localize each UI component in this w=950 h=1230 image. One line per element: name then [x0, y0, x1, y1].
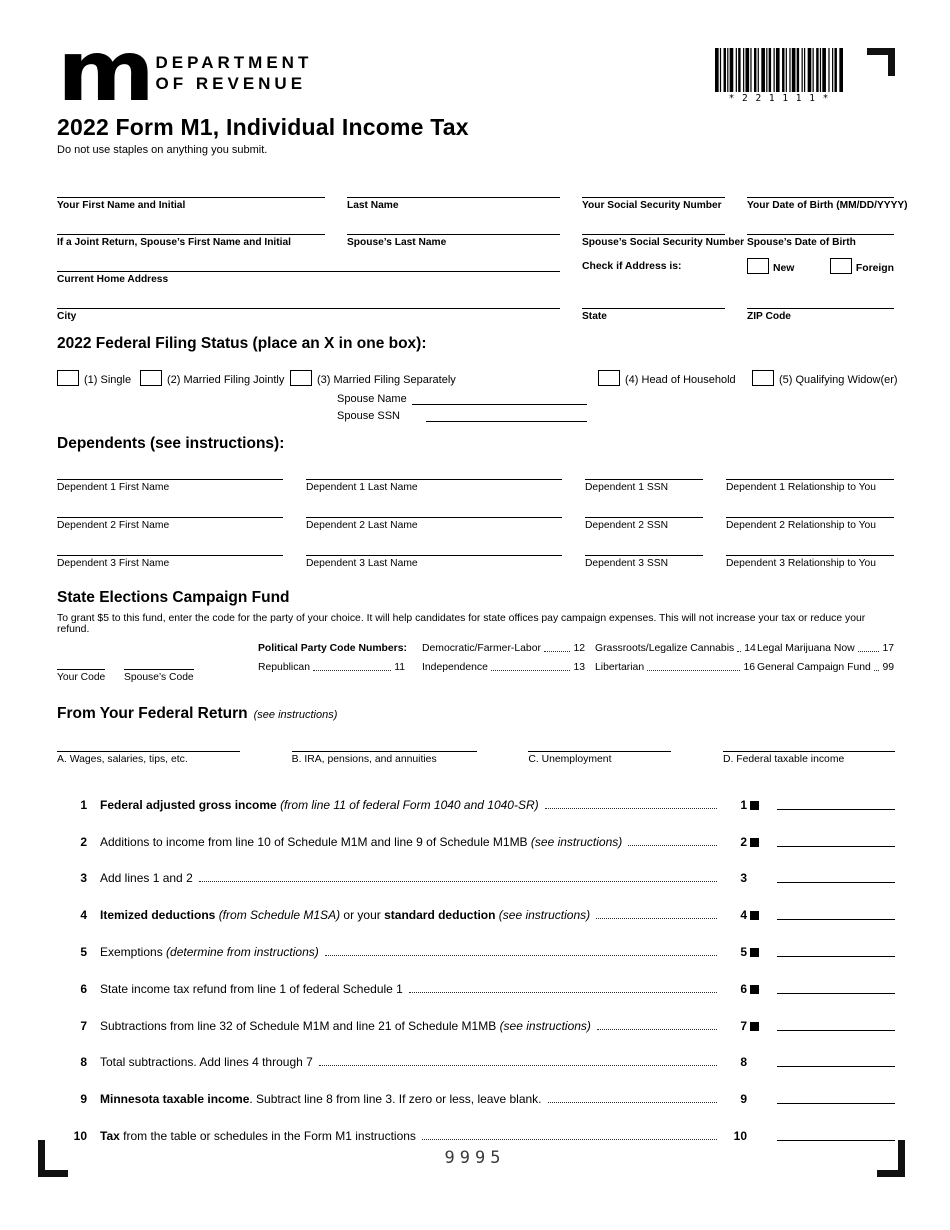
- identity-row-4: [57, 285, 895, 322]
- dependent-3-last-name-field[interactable]: Dependent 3 Last Name: [306, 531, 562, 569]
- federal-return-heading-row: [57, 705, 895, 723]
- dependent-1-last-name-field[interactable]: Dependent 1 Last Name: [306, 455, 562, 493]
- line-text: Minnesota taxable income. Subtract line 8 from line 3. If zero or less, leave blank.: [100, 1092, 542, 1107]
- form-lines: [57, 775, 895, 1143]
- entry-square: [750, 838, 759, 847]
- campaign-fund-heading: State Elections Campaign Fund: [57, 589, 290, 606]
- dot-leader: [545, 808, 717, 809]
- spouse-ssn-row: Spouse SSN: [337, 410, 587, 422]
- party-codes-label: Political Party Code Numbers:: [258, 643, 407, 654]
- ssn-field[interactable]: Your Social Security Number: [582, 174, 725, 211]
- dependent-row-3: [57, 531, 895, 569]
- home-address-field[interactable]: Current Home Address: [57, 248, 560, 285]
- line-number: 3: [80, 871, 87, 886]
- your-code-field[interactable]: Your Code: [57, 669, 105, 683]
- filing-status-options: [57, 366, 898, 386]
- mn-logo-m-icon: m: [57, 22, 152, 120]
- dependent-2-first-name-field[interactable]: Dependent 2 First Name: [57, 493, 283, 531]
- dot-leader: [313, 670, 391, 671]
- qualifying-widower-checkbox[interactable]: [752, 370, 774, 386]
- line-9-amount-field[interactable]: [777, 1102, 895, 1104]
- line-text: Exemptions (determine from instructions): [100, 944, 319, 959]
- party-independence: Independence 13: [422, 662, 585, 673]
- filing-status-qualifying-widower: (5) Qualifying Widow(er): [752, 370, 898, 386]
- line-number: 6: [80, 981, 87, 996]
- dot-leader: [491, 670, 571, 671]
- line-text: Additions to income from line 10 of Schedule M1M and line 9 of Schedule M1MB (see instructions): [100, 834, 623, 849]
- department-of-revenue-wordmark: DEPARTMENT OF REVENUE: [155, 52, 313, 93]
- head-of-household-checkbox[interactable]: [598, 370, 620, 386]
- dependent-3-ssn-field[interactable]: Dependent 3 SSN: [585, 531, 703, 569]
- line-number-right: 4: [740, 908, 747, 923]
- party-grassroots: Grassroots/Legalize Cannabis 14: [595, 643, 756, 654]
- dependent-2-relationship-field[interactable]: Dependent 2 Relationship to You: [726, 493, 894, 531]
- filing-status-single: (1) Single: [57, 370, 131, 386]
- federal-return-heading: From Your Federal Return: [57, 705, 248, 722]
- line-number: 5: [80, 944, 87, 959]
- ira-pensions-field[interactable]: B. IRA, pensions, and annuities: [292, 751, 477, 765]
- line-text: Total subtractions. Add lines 4 through 7: [100, 1055, 313, 1070]
- dependent-3-relationship-field[interactable]: Dependent 3 Relationship to You: [726, 531, 894, 569]
- address-check-label: Check if Address is:: [582, 261, 682, 272]
- form-footer-code: 9995: [444, 1148, 506, 1168]
- line-5-amount-field[interactable]: [777, 955, 895, 957]
- dependent-1-relationship-field[interactable]: Dependent 1 Relationship to You: [726, 455, 894, 493]
- filing-status-heading: 2022 Federal Filing Status (place an X in one box):: [57, 335, 427, 352]
- line-4-amount-field[interactable]: [777, 918, 895, 920]
- filing-status-head-of-household: (4) Head of Household: [598, 370, 736, 386]
- federal-taxable-income-field[interactable]: D. Federal taxable income: [723, 751, 895, 765]
- dot-leader: [199, 881, 717, 882]
- line-text: State income tax refund from line 1 of federal Schedule 1: [100, 981, 403, 996]
- line-number: 10: [73, 1128, 87, 1143]
- spouse-ssn-field[interactable]: Spouse’s Social Security Number: [582, 211, 725, 248]
- dependents-heading: Dependents (see instructions):: [57, 435, 285, 452]
- dot-leader: [596, 918, 717, 919]
- dot-leader: [422, 1139, 717, 1140]
- barcode-text: * 2 2 1 1 1 1 *: [728, 93, 830, 104]
- line-number-right: 10: [733, 1128, 747, 1143]
- filing-status-married-separately: (3) Married Filing Separately: [290, 370, 456, 386]
- dot-leader: [874, 670, 880, 671]
- entry-square: [750, 1022, 759, 1031]
- barcode-bars-icon: [715, 48, 843, 92]
- dependent-2-last-name-field[interactable]: Dependent 2 Last Name: [306, 493, 562, 531]
- dot-leader: [647, 670, 740, 671]
- dot-leader: [737, 651, 741, 652]
- single-checkbox[interactable]: [57, 370, 79, 386]
- dependent-3-first-name-field[interactable]: Dependent 3 First Name: [57, 531, 283, 569]
- line-number-right: 9: [740, 1092, 747, 1107]
- party-dfl: Democratic/Farmer-Labor 12: [422, 643, 585, 654]
- dot-leader: [548, 1102, 717, 1103]
- line-7-amount-field[interactable]: [777, 1029, 895, 1031]
- line-3-amount-field[interactable]: [777, 881, 895, 883]
- dependent-row-2: [57, 493, 895, 531]
- line-2-amount-field[interactable]: [777, 845, 895, 847]
- party-general-campaign-fund: General Campaign Fund 99: [757, 662, 894, 673]
- filing-status-married-jointly: (2) Married Filing Jointly: [140, 370, 284, 386]
- identity-row-2: [57, 211, 895, 248]
- line-text: Federal adjusted gross income (from line 11 of federal Form 1040 and 1040-SR): [100, 797, 539, 812]
- line-number-right: 5: [740, 944, 747, 959]
- staples-note: Do not use staples on anything you submit.: [57, 144, 268, 156]
- wages-field[interactable]: A. Wages, salaries, tips, etc.: [57, 751, 240, 765]
- separate-spouse-block: [337, 393, 587, 422]
- form-line-2: [57, 812, 895, 849]
- form-line-4: [57, 885, 895, 922]
- married-jointly-checkbox[interactable]: [140, 370, 162, 386]
- dot-leader: [544, 651, 570, 652]
- spouse-name-field[interactable]: [412, 393, 587, 405]
- line-number-right: 2: [740, 834, 747, 849]
- line-text: Itemized deductions (from Schedule M1SA) or your standard deduction (see instructions): [100, 908, 591, 923]
- line-number-right: 7: [740, 1018, 747, 1033]
- address-checkboxes: [747, 248, 894, 285]
- address-new-option: New: [747, 258, 794, 274]
- line-1-amount-field[interactable]: [777, 808, 895, 810]
- campaign-fund-description: To grant $5 to this fund, enter the code for the party of your choice. It will help candidates for state offices pay campaign expenses. This will not increase your tax or reduce your refund.: [57, 613, 866, 635]
- dependent-2-ssn-field[interactable]: Dependent 2 SSN: [585, 493, 703, 531]
- last-name-field[interactable]: Last Name: [347, 174, 560, 211]
- line-number-right: 1: [740, 797, 747, 812]
- unemployment-field[interactable]: C. Unemployment: [528, 751, 671, 765]
- line-number-right: 8: [740, 1055, 747, 1070]
- address-foreign-option: Foreign: [830, 258, 894, 274]
- dot-leader: [858, 651, 880, 652]
- line-number: 8: [80, 1055, 87, 1070]
- spouse-ssn-write-field[interactable]: [426, 410, 587, 422]
- form-barcode: [715, 48, 843, 104]
- form-line-8: [57, 1033, 895, 1070]
- address-foreign-checkbox[interactable]: [830, 258, 852, 274]
- federal-return-columns: [57, 751, 895, 765]
- state-field[interactable]: State: [582, 285, 725, 322]
- line-text: Add lines 1 and 2: [100, 871, 193, 886]
- party-libertarian: Libertarian 16: [595, 662, 755, 673]
- dot-leader: [597, 1029, 717, 1030]
- dependent-1-ssn-field[interactable]: Dependent 1 SSN: [585, 455, 703, 493]
- form-line-10: [57, 1106, 895, 1143]
- line-8-amount-field[interactable]: [777, 1065, 895, 1067]
- dot-leader: [325, 955, 717, 956]
- form-line-7: [57, 996, 895, 1033]
- party-code-table: [57, 643, 895, 691]
- line-number: 9: [80, 1092, 87, 1107]
- form-line-5: [57, 922, 895, 959]
- dependent-row-1: [57, 455, 895, 493]
- spouse-name-row: Spouse Name: [337, 393, 587, 405]
- party-republican: Republican 11: [258, 662, 405, 673]
- line-10-amount-field[interactable]: [777, 1139, 895, 1141]
- form-title: 2022 Form M1, Individual Income Tax: [57, 114, 469, 140]
- identity-row-3: [57, 248, 895, 285]
- spouse-dob-field[interactable]: Spouse’s Date of Birth: [747, 211, 894, 248]
- entry-square: [750, 801, 759, 810]
- dot-leader: [409, 992, 717, 993]
- line-number: 4: [80, 908, 87, 923]
- dependents-section: [57, 455, 895, 569]
- form-header: [57, 22, 895, 120]
- line-number: 7: [80, 1018, 87, 1033]
- spouse-first-name-field[interactable]: If a Joint Return, Spouse’s First Name and Initial: [57, 211, 325, 248]
- line-number-right: 6: [740, 981, 747, 996]
- mn-revenue-logo: [57, 22, 313, 120]
- form-line-9: [57, 1069, 895, 1106]
- line-text: Subtractions from line 32 of Schedule M1M and line 21 of Schedule M1MB (see instructions): [100, 1018, 591, 1033]
- line-number-right: 3: [740, 871, 747, 886]
- dob-field[interactable]: Your Date of Birth (MM/DD/YYYY): [747, 174, 894, 211]
- entry-square: [750, 948, 759, 957]
- zip-field[interactable]: ZIP Code: [747, 285, 894, 322]
- party-legal-marijuana-now: Legal Marijuana Now 17: [757, 643, 894, 654]
- dot-leader: [319, 1065, 717, 1066]
- federal-return-note: (see instructions): [253, 709, 338, 721]
- first-name-field[interactable]: Your First Name and Initial: [57, 174, 325, 211]
- spouse-last-name-field[interactable]: Spouse’s Last Name: [347, 211, 560, 248]
- line-number: 2: [80, 834, 87, 849]
- dot-leader: [628, 845, 717, 846]
- city-field[interactable]: City: [57, 285, 560, 322]
- form-line-1: [57, 775, 895, 812]
- spouse-code-field[interactable]: Spouse’s Code: [124, 669, 194, 683]
- dependent-1-first-name-field[interactable]: Dependent 1 First Name: [57, 455, 283, 493]
- form-line-6: [57, 959, 895, 996]
- married-separately-checkbox[interactable]: [290, 370, 312, 386]
- form-line-3: [57, 849, 895, 886]
- identity-row-1: [57, 174, 908, 211]
- address-new-checkbox[interactable]: [747, 258, 769, 274]
- line-text: Tax from the table or schedules in the Form M1 instructions: [100, 1128, 416, 1143]
- line-6-amount-field[interactable]: [777, 992, 895, 994]
- entry-square: [750, 911, 759, 920]
- line-number: 1: [80, 797, 87, 812]
- entry-square: [750, 985, 759, 994]
